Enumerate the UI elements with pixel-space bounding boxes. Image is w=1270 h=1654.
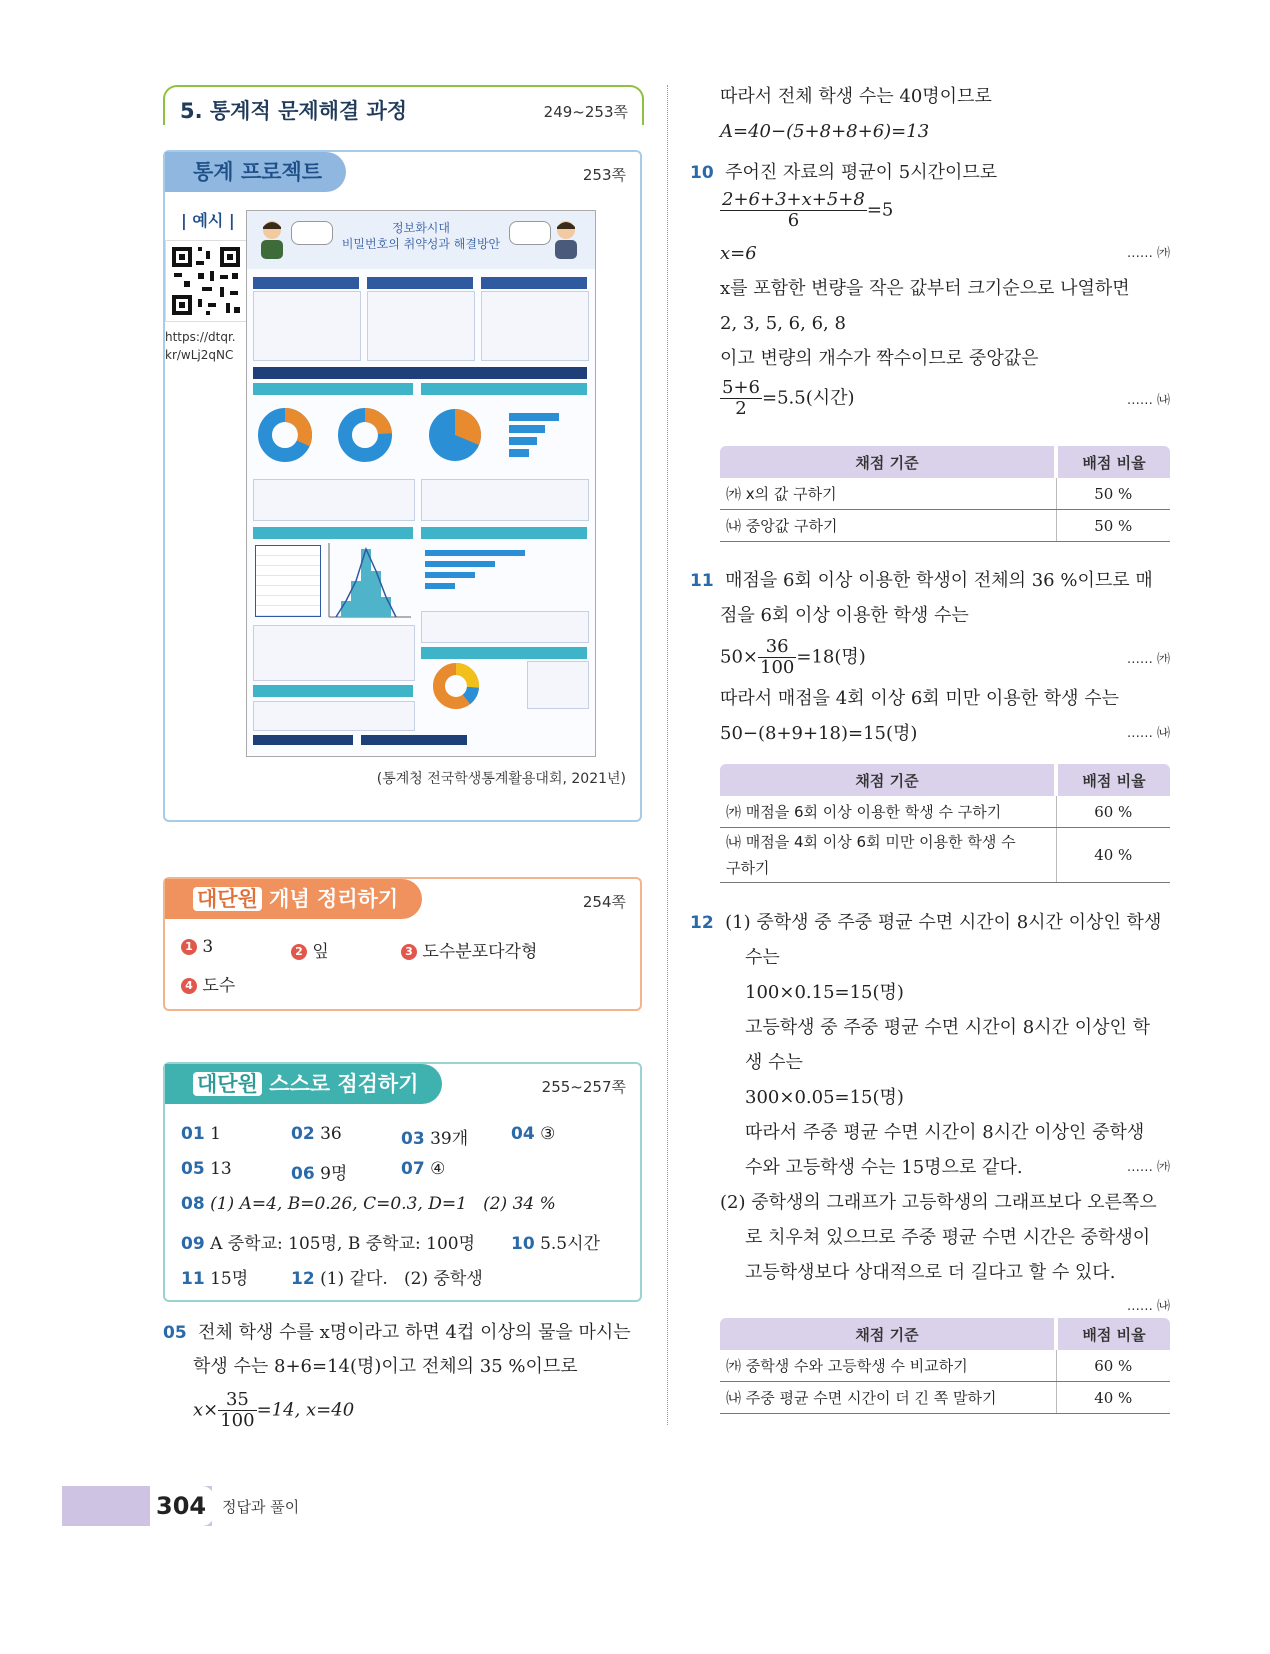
check-page: 255~257쪽 (541, 1078, 626, 1096)
example-label: | 예시 | (181, 211, 235, 230)
page-number: 304 (156, 1492, 207, 1520)
project-banner: 통계 프로젝트 (165, 152, 346, 192)
footer-page-box (150, 1486, 214, 1526)
check-row: 08 (1) A=4, B=0.26, C=0.3, D=1 (2) 34 % (181, 1194, 556, 1214)
solution-12: 12 (1) 중학생 중 주중 평균 수면 시간이 8시간 이상인 학생 수는 100×0.15=15(명) 고등학생 중 주중 평균 수면 시간이 8시간 이상인 학 생 수는 300×0.05=15(명) 따라서 주중 평균 수면 시간이 8시간 이상인 중학생 수와 고등학생 수는 15명으로 같다. …… ㈎ (2) 중학생의 그래프가 고등학생의 그래프보다 오른쪽으 로 치우쳐 있으므로 주중 평균 수면 시간은 중학생이 고등학생보다 상대적으로 더 길다고 할 수 있다. …… ㈏ (690, 912, 1170, 1314)
continued-text: 따라서 전체 학생 수는 40명이므로 A=40−(5+8+8+6)=13 (720, 86, 992, 142)
section-pages: 249~253쪽 (543, 103, 628, 121)
section-title: 5. 통계적 문제해결 과정 (180, 99, 408, 123)
table-row: ㈎ 매점을 6회 이상 이용한 학생 수 구하기 60 % (720, 796, 1170, 828)
check-banner (165, 1064, 442, 1104)
section-header (163, 85, 644, 125)
check-box: 대단원 스스로 점검하기 255~257쪽 01 1 02 36 03 39개 04 ③ 05 13 06 9명 07 ④ 08 (1) A=4, B=0.26, C=0.3, D=1 (2) 34 % 09 A 중학교: 105명, B 중학교: 100명 10 5.5시간 11 15명 12 (1) 같다. (2) 중학생 (163, 1062, 642, 1302)
project-box (163, 150, 642, 822)
qr-code-icon[interactable] (165, 240, 247, 322)
solution-10: 10 주어진 자료의 평균이 5시간이므로 $\frac{2+6+3+x+5+8}{6}$ =5 x=6 …… ㈎ x를 포함한 변량을 작은 값부터 크기순으로 나열하면 2, 3, 5, 6, 6, 8 이고 변량의 개수가 짝수이므로 중앙값은 $\frac{5+6}{2}$ =5.5(시간) …… ㈏ (690, 162, 1170, 419)
histogram-icon (325, 541, 413, 621)
column-divider (667, 85, 668, 1425)
solution-11: 11 매점을 6회 이상 이용한 학생이 전체의 36 %이므로 매 점을 6회 이상 이용한 학생 수는 50× $\frac{36}{100}$ =18(명) …… ㈎ 따라서 매점을 4회 이상 6회 미만 이용한 학생 수는 50−(8+9+18)=15(명) …… ㈏ (690, 570, 1170, 744)
project-page: 253쪽 (582, 166, 626, 184)
footer-label: 정답과 풀이 (222, 1498, 300, 1516)
check-banner-strong: 대단원 (193, 1072, 262, 1096)
table-row: ㈎ x의 값 구하기 50 % (720, 478, 1170, 510)
check-banner-rest: 스스로 점검하기 (269, 1072, 419, 1096)
scoring-table-10: 채점 기준 배점 비율 ㈎ x의 값 구하기 50 % ㈏ 중앙값 구하기 50 % (720, 446, 1170, 542)
summary-banner (165, 879, 422, 919)
summary-answer-3: 3 도수분포다각형 (401, 937, 537, 962)
summary-banner-strong: 대단원 (193, 887, 262, 911)
scoring-table-11: 채점 기준 배점 비율 ㈎ 매점을 6회 이상 이용한 학생 수 구하기 60 % ㈏ 매점을 4회 이상 6회 미만 이용한 학생 수 구하기 40 % (720, 764, 1170, 883)
poster-title: 비밀번호의 취약성과 해결방안 (341, 237, 501, 251)
qr-url[interactable]: https://dtqr. kr/wLj2qNC (165, 330, 236, 362)
donut-chart-icon (335, 405, 395, 465)
summary-answer-4: 4 도수 (181, 971, 235, 996)
donut-chart-icon (255, 405, 315, 465)
donut-chart-icon (431, 661, 481, 711)
scoring-table-12: 채점 기준 배점 비율 ㈎ 중학생 수와 고등학생 수 비교하기 60 % ㈏ 주중 평균 수면 시간이 더 긴 쪽 말하기 40 % (720, 1318, 1170, 1414)
table-row: ㈏ 매점을 4회 이상 6회 미만 이용한 학생 수 구하기 40 % (720, 828, 1170, 883)
solution-05: 05 전체 학생 수를 x명이라고 하면 4컵 이상의 물을 마시는 학생 수는 8+6=14(명)이고 전체의 35 %이므로 x× $\frac{35}{100}$ =14, x=40 (163, 1322, 631, 1431)
summary-page: 254쪽 (582, 893, 626, 911)
summary-answer-1: 1 3 (181, 937, 213, 957)
poster-title: 정보화시대 (392, 221, 450, 235)
summary-answer-2: 2 잎 (291, 937, 329, 962)
pie-chart-icon (425, 405, 485, 465)
poster-source: (통계청 전국학생통계활용대회, 2021년) (376, 771, 626, 787)
table-row: ㈏ 중앙값 구하기 50 % (720, 510, 1170, 542)
table-row: ㈎ 중학생 수와 고등학생 수 비교하기 60 % (720, 1350, 1170, 1382)
table-row: ㈏ 주중 평균 수면 시간이 더 긴 쪽 말하기 40 % (720, 1382, 1170, 1414)
poster-thumbnail (246, 210, 596, 757)
summary-banner-rest: 개념 정리하기 (269, 887, 399, 911)
summary-box (163, 877, 642, 1011)
